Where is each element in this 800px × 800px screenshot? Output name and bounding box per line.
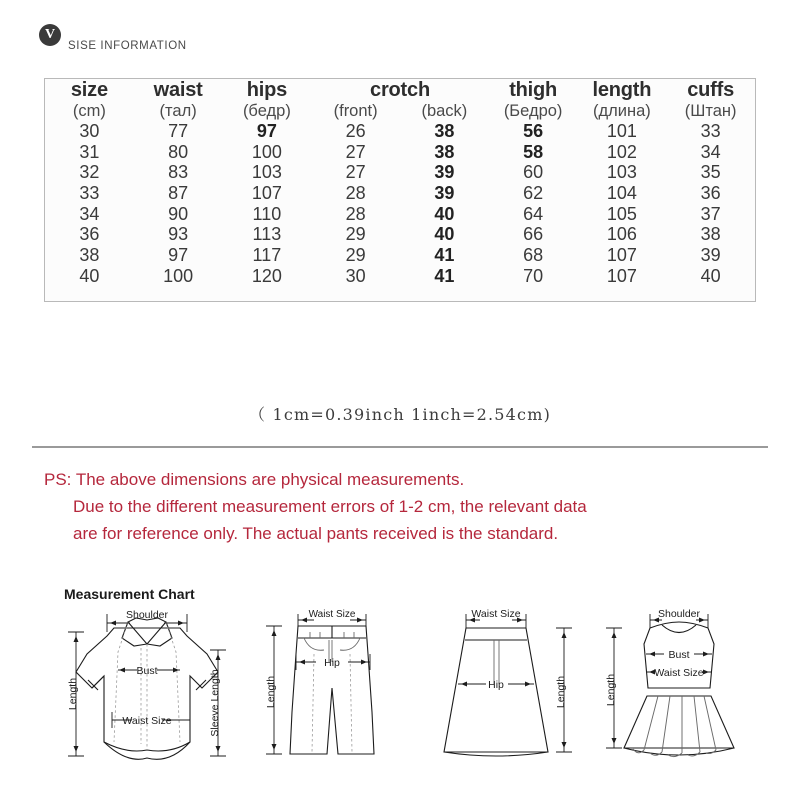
cell-length: 103 <box>606 162 637 183</box>
cell-size: 31 <box>79 141 100 162</box>
shirt-svg <box>52 592 242 767</box>
cell-crotch-back: 39 <box>434 183 455 204</box>
skirt-label-waist: Waist Size <box>471 608 521 620</box>
cell-length: 106 <box>606 224 637 245</box>
cell-crotch-front: 28 <box>345 183 366 204</box>
table-row <box>45 204 755 225</box>
table-bottom-spacer <box>45 287 755 301</box>
section-divider <box>32 446 768 448</box>
cell-size: 38 <box>79 245 100 266</box>
cell-crotch-back: 41 <box>434 265 455 286</box>
subheader-waist: (тал) <box>159 102 197 120</box>
pants-diagram <box>252 592 417 772</box>
dress-svg <box>592 592 767 767</box>
subheader-hips: (бедр) <box>242 102 291 120</box>
skirt-diagram <box>424 592 589 772</box>
cell-length: 102 <box>606 141 637 162</box>
table-row <box>45 142 755 163</box>
cell-crotch-back: 41 <box>434 245 455 266</box>
page-title: SISE INFORMATION <box>68 40 187 52</box>
cell-size: 36 <box>79 224 100 245</box>
table-header-sub-row <box>45 102 755 121</box>
cell-waist: 77 <box>168 121 189 141</box>
cell-waist: 100 <box>163 265 194 286</box>
cell-hips: 117 <box>252 245 282 266</box>
unit-conversion-note: （ 1cm=0.39inch 1inch=2.54cm) <box>248 405 552 424</box>
cell-crotch-front: 26 <box>345 121 366 141</box>
cell-length: 107 <box>606 265 637 286</box>
cell-cuffs: 34 <box>700 141 721 162</box>
page-header <box>0 0 800 70</box>
cell-size: 40 <box>79 265 100 286</box>
shirt-label-length: Length <box>67 677 79 711</box>
cell-crotch-front: 28 <box>345 203 366 224</box>
measurement-chart-section <box>0 572 800 787</box>
cell-thigh: 68 <box>523 245 544 266</box>
cell-cuffs: 40 <box>700 265 721 286</box>
table-row <box>45 162 755 183</box>
cell-size: 34 <box>79 203 100 224</box>
cell-crotch-front: 27 <box>345 141 366 162</box>
shirt-diagram <box>52 592 242 772</box>
skirt-label-hip: Hip <box>488 679 504 691</box>
subheader-thigh: (Бедро) <box>503 102 563 120</box>
table-row <box>45 266 755 287</box>
cell-hips: 110 <box>252 203 282 224</box>
shirt-label-sleeve: Sleeve Length <box>209 669 221 737</box>
cell-cuffs: 37 <box>700 203 721 224</box>
subheader-crotch-back: (back) <box>421 102 468 120</box>
cell-size: 33 <box>79 183 100 204</box>
shirt-label-shoulder: Shoulder <box>125 609 169 621</box>
dress-diagram <box>592 592 767 772</box>
cell-waist: 83 <box>168 162 189 183</box>
cell-hips: 103 <box>251 162 282 183</box>
cell-cuffs: 38 <box>700 224 721 245</box>
cell-cuffs: 39 <box>700 245 721 266</box>
cell-hips: 113 <box>252 224 282 245</box>
cell-thigh: 64 <box>523 203 544 224</box>
cell-cuffs: 36 <box>700 183 721 204</box>
table-row <box>45 224 755 245</box>
cell-length: 105 <box>606 203 637 224</box>
cell-crotch-front: 30 <box>345 265 366 286</box>
cell-cuffs: 35 <box>700 162 721 183</box>
size-table-body <box>45 79 755 301</box>
header-waist: waist <box>153 79 203 101</box>
header-thigh: thigh <box>509 79 558 101</box>
cell-waist: 93 <box>168 224 189 245</box>
skirt-label-length: Length <box>555 675 567 709</box>
cell-thigh: 58 <box>523 141 544 162</box>
cell-length: 107 <box>606 245 637 266</box>
cell-waist: 97 <box>168 245 189 266</box>
cell-crotch-back: 39 <box>434 162 455 183</box>
header-hips: hips <box>246 79 288 101</box>
header-crotch: crotch <box>370 79 430 101</box>
pants-label-hip: Hip <box>324 657 340 669</box>
cell-length: 104 <box>606 183 637 204</box>
subheader-cuffs: (Штан) <box>684 102 737 120</box>
subheader-crotch-front: (front) <box>333 102 378 120</box>
cell-thigh: 60 <box>523 162 544 183</box>
cell-thigh: 66 <box>523 224 544 245</box>
cell-thigh: 70 <box>523 265 544 286</box>
size-table <box>45 79 755 301</box>
ps-line-2: Due to the different measurement errors of 1-2 cm, the relevant data <box>73 497 587 516</box>
header-cuffs: cuffs <box>687 79 735 101</box>
cell-size: 30 <box>79 121 100 141</box>
subheader-size: (cm) <box>72 102 106 120</box>
table-row <box>45 183 755 204</box>
cell-waist: 80 <box>168 141 189 162</box>
pants-svg <box>252 592 417 767</box>
cell-hips: 120 <box>251 265 282 286</box>
cell-crotch-front: 29 <box>345 224 366 245</box>
cell-crotch-front: 27 <box>345 162 366 183</box>
ps-line-3: are for reference only. The actual pants received is the standard. <box>73 524 559 543</box>
cell-hips: 107 <box>251 183 282 204</box>
cell-crotch-back: 40 <box>434 224 455 245</box>
cell-crotch-back: 40 <box>434 203 455 224</box>
header-size: size <box>70 79 108 101</box>
dress-label-length: Length <box>605 673 617 707</box>
dress-label-bust: Bust <box>668 649 690 661</box>
brand-logo-icon: V <box>39 24 61 46</box>
measurement-chart-title: Measurement Chart <box>64 586 195 602</box>
cell-length: 101 <box>606 121 637 141</box>
dress-label-shoulder: Shoulder <box>657 608 701 620</box>
cell-crotch-back: 38 <box>434 121 455 141</box>
cell-hips: 100 <box>251 141 282 162</box>
cell-thigh: 56 <box>523 121 544 141</box>
cell-waist: 90 <box>168 203 189 224</box>
ps-disclaimer <box>44 466 764 547</box>
subheader-length: (длина) <box>593 102 651 120</box>
cell-waist: 87 <box>168 183 189 204</box>
pants-label-waist: Waist Size <box>308 609 356 620</box>
ps-line-1: PS: The above dimensions are physical measurements. <box>44 470 465 489</box>
table-row <box>45 245 755 266</box>
cell-hips: 97 <box>256 121 277 141</box>
header-length: length <box>592 79 652 101</box>
dress-label-waist: Waist Size <box>654 667 704 679</box>
cell-crotch-back: 38 <box>434 141 455 162</box>
shirt-label-waist: Waist Size <box>122 715 172 727</box>
shirt-label-bust: Bust <box>136 665 158 677</box>
cell-thigh: 62 <box>523 183 544 204</box>
pants-label-length: Length <box>265 675 277 709</box>
cell-cuffs: 33 <box>700 121 721 141</box>
table-row <box>45 121 755 142</box>
table-header-main-row <box>45 79 755 102</box>
cell-size: 32 <box>79 162 100 183</box>
size-chart-table <box>44 78 756 302</box>
cell-crotch-front: 29 <box>345 245 366 266</box>
skirt-svg <box>424 592 589 767</box>
